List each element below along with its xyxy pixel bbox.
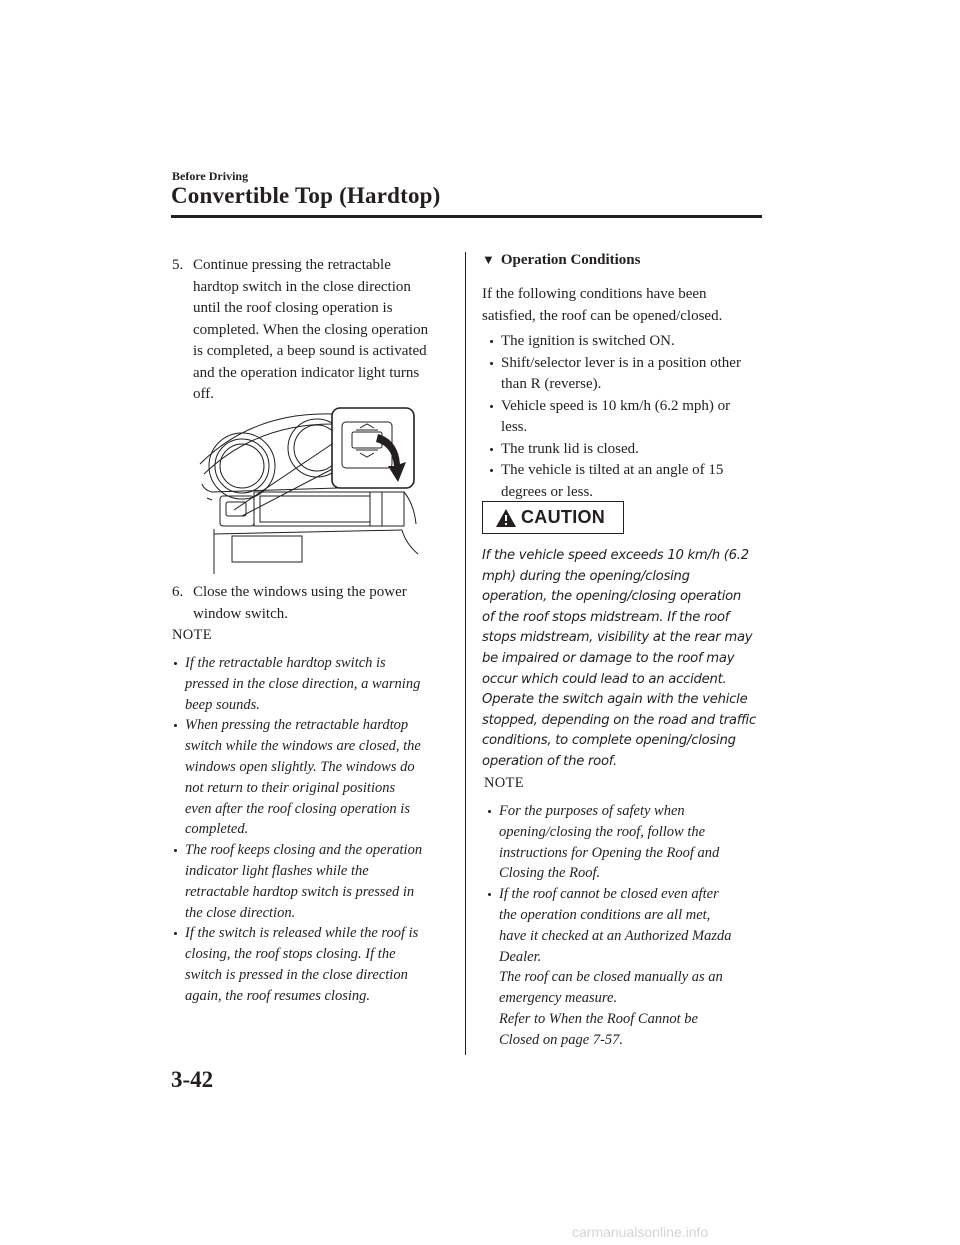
bullet-icon xyxy=(174,724,177,727)
caution-text: If the vehicle speed exceeds 10 km/h (6.2 mph) during the opening/closing operation, the opening/closing operation of the roof stops midstream. If the roof stops midstream, visibility at the rear may be impaired or damage to the roof may occur which could lead to an accident. Operate the switch again with the vehicle stopped, depending on the road and traffic conditions, to complete opening/closing operation of the roof. xyxy=(482,548,756,769)
bullet-icon xyxy=(174,932,177,935)
list-item: Shift/selector lever is in a position other than R (reverse). xyxy=(488,353,768,396)
title-rule xyxy=(171,215,762,218)
list-item: When pressing the retractable hardtop switch while the windows are closed, the windows open slightly. The windows do not return to their original positions even after the roof closing operation is completed. xyxy=(172,715,458,840)
step-5 xyxy=(172,255,452,406)
list-item: If the roof cannot be closed even after the operation conditions are all met, have it checked at an Authorized Mazda Dealer. The roof can be closed manually as an emergency measure. Refer to When the Roof Cannot be Closed on page 7-57. xyxy=(486,884,766,1050)
list-item: If the retractable hardtop switch is pressed in the close direction, a warning beep sounds. xyxy=(172,653,458,715)
bullet-icon xyxy=(490,448,493,451)
note-list xyxy=(172,653,458,1007)
hardtop-switch-illustration xyxy=(192,404,424,574)
conditions-list xyxy=(488,331,768,503)
note-list xyxy=(486,801,766,1051)
step-text: Continue pressing the retractable hardtop switch in the close direction until the roof closing operation is completed. When the closing operation is completed, a beep sound is activated and the operation indicator light turns off. xyxy=(193,257,429,402)
step-number: 5. xyxy=(172,257,184,273)
page-number: 3-42 xyxy=(171,1067,214,1092)
list-item: The vehicle is tilted at an angle of 15 degrees or less. xyxy=(488,460,768,503)
list-item: The roof keeps closing and the operation indicator light flashes while the retractable hardtop switch is pressed in the close direction. xyxy=(172,840,458,923)
list-item: If the switch is released while the roof is closing, the roof stops closing. If the switch is pressed in the close direction again, the roof resumes closing. xyxy=(172,923,458,1006)
triangle-down-icon: ▼ xyxy=(482,252,495,267)
caution-label: CAUTION xyxy=(521,507,606,527)
list-item: For the purposes of safety when opening/closing the roof, follow the instructions for Opening the Roof and Closing the Roof. xyxy=(486,801,766,884)
watermark: carmanualsonline.info xyxy=(572,1224,709,1240)
caution-badge xyxy=(482,501,624,534)
bullet-icon xyxy=(490,405,493,408)
bullet-icon xyxy=(488,810,491,813)
warning-triangle-icon xyxy=(495,508,517,528)
list-item: The ignition is switched ON. xyxy=(488,331,768,353)
list-item: Vehicle speed is 10 km/h (6.2 mph) or less. xyxy=(488,396,768,439)
note-heading: NOTE xyxy=(484,775,524,791)
section-label: Before Driving xyxy=(172,169,249,183)
page-title: Convertible Top (Hardtop) xyxy=(171,183,441,208)
bullet-icon xyxy=(174,662,177,665)
step-6 xyxy=(172,582,452,625)
step-number: 6. xyxy=(172,584,184,600)
intro-paragraph: If the following conditions have been satisfied, the roof can be opened/closed. xyxy=(482,286,723,324)
step-text: Close the windows using the power window switch. xyxy=(193,584,407,622)
bullet-icon xyxy=(490,340,493,343)
note-heading: NOTE xyxy=(172,627,212,643)
bullet-icon xyxy=(490,469,493,472)
bullet-icon xyxy=(490,362,493,365)
column-divider xyxy=(465,252,466,1055)
bullet-icon xyxy=(488,893,491,896)
list-item: The trunk lid is closed. xyxy=(488,439,768,461)
operation-conditions-heading: ▼ Operation Conditions xyxy=(482,252,641,268)
bullet-icon xyxy=(174,849,177,852)
